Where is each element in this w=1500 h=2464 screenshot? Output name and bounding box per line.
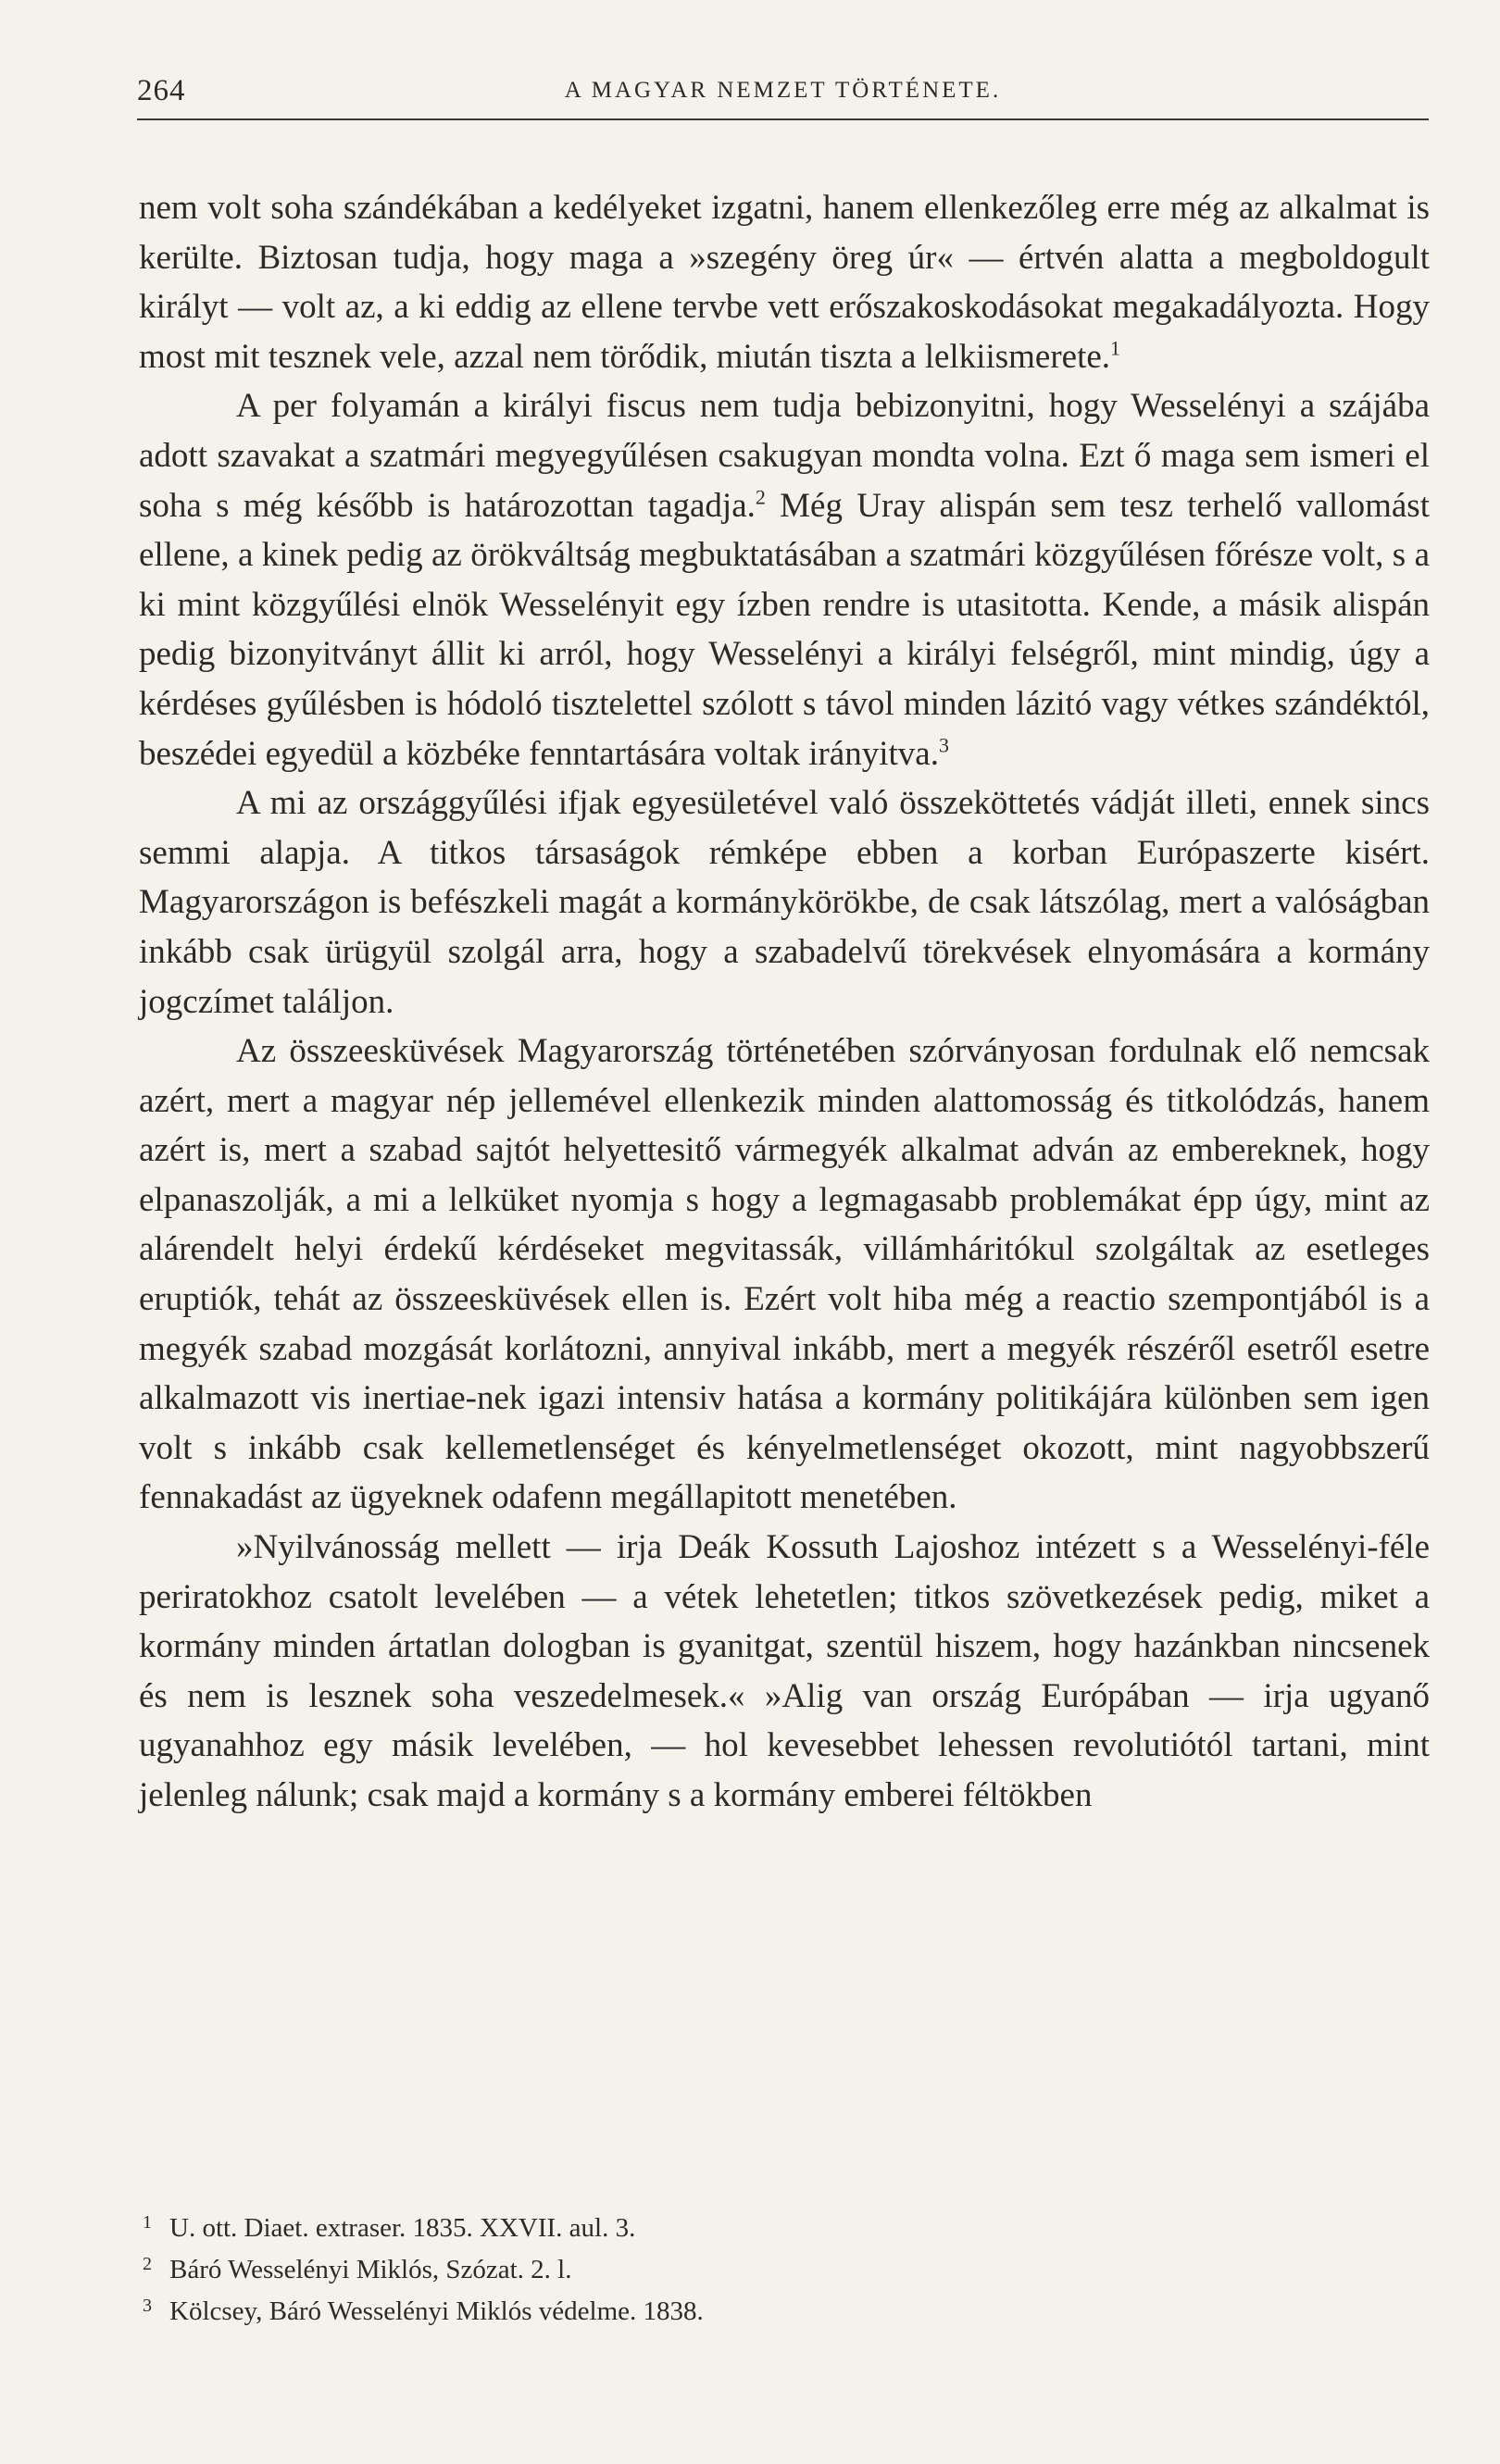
page-number: 264 (137, 74, 186, 107)
paragraph (139, 1027, 1430, 1523)
running-title: A MAGYAR NEMZET TÖRTÉNETE. (564, 78, 1002, 103)
footnote (139, 2291, 1430, 2333)
footnote-number: 3 (143, 2296, 152, 2316)
footnote (139, 2208, 1430, 2249)
paragraph-text: Még Uray alispán sem tesz terhelő vallomást ellene, a kinek pedig az örökváltság megbuktatásában a szatmári közgyűlésen főrésze volt, s a ki mint közgyűlési elnök Wesselényit egy ízben rendre is utasitotta. Kende, a másik alispán pedig bizonyitványt állit ki arról, hogy Wesselényi a királyi felségről, mint mindig, úgy a kérdéses gyűlésben is hódoló tisztelettel szólott s távol minden lázitó vagy vétkes szándéktól, beszédei egyedül a közbéke fenntartására voltak irányitva. (139, 486, 1430, 773)
footnote-reference[interactable]: 1 (1110, 336, 1121, 360)
paragraph (139, 1523, 1430, 1821)
page-header (137, 74, 1429, 118)
paragraph-text: A per folyamán a királyi fiscus nem tudja bebizonyitni, hogy Wesselényi a szájába adott szavakat a szatmári megyegyűlésen csakugyan mondta volna. Ezt ő maga sem ismeri el soha s még később is határozottan tagadja. (139, 387, 1430, 525)
footnote-number: 2 (143, 2254, 152, 2274)
paragraph-text: Az összeesküvések Magyarország történetében szórványosan fordulnak elő nemcsak azért, mert a magyar nép jellemével ellenkezik minden alattomosság és titkolódzás, hanem azért is, mert a szabad sajtót helyettesitő vármegyék alkalmat adván az embereknek, hogy elpanaszolják, a mi a lelküket nyomja s hogy a legmagasabb problemákat épp úgy, mint az alárendelt helyi érdekű kérdéseket megvitassák, villámháritókul szolgáltak az esetleges eruptiók, tehát az összeesküvések ellen is. Ezért volt hiba még a reactio szempontjából is a megyék szabad mozgását korlátozni, annyival inkább, mert a megyék részéről esetről esetre alkalmazott vis inertiae-nek igazi intensiv hatása a kormány politikájára különben sem igen volt s inkább csak kellemetlenséget és kényelmetlenséget okozott, mint nagyobbszerű fennakadást az ügyeknek odafenn megállapitott menetében. (139, 1032, 1430, 1517)
footnote-reference[interactable]: 3 (938, 733, 949, 757)
footnote-number: 1 (143, 2212, 152, 2233)
paragraph (139, 778, 1430, 1027)
footnotes (139, 2208, 1430, 2333)
footnote-text: Báró Wesselényi Miklós, Szózat. 2. l. (169, 2255, 572, 2284)
header-rule (137, 118, 1429, 120)
footnote-text: Kölcsey, Báró Wesselényi Miklós védelme. 1838. (169, 2296, 704, 2326)
paragraph (139, 381, 1430, 778)
paragraph-text: nem volt soha szándékában a kedélyeket izgatni, hanem ellenkezőleg erre még az alkalmat is kerülte. Biztosan tudja, hogy maga a »szegény öreg úr« — értvén alatta a megboldogult királyt — volt az, a ki eddig az ellene tervbe vett erőszakoskodásokat megakadályozta. Hogy most mit tesznek vele, azzal nem törődik, miután tiszta a lelkiismerete. (139, 189, 1430, 376)
footnote (139, 2249, 1430, 2291)
paragraph-text: A mi az országgyűlési ifjak egyesületével való összeköttetés vádját illeti, ennek sincs semmi alapja. A titkos társaságok rémképe ebben a korban Európaszerte kisért. Magyarországon is befészkeli magát a kormánykörökbe, de csak látszólag, mert a valóságban inkább csak ürügyül szolgál arra, hogy a szabadelvű törekvések elnyomására a kormány jogczímet találjon. (139, 784, 1430, 1021)
footnote-text: U. ott. Diaet. extraser. 1835. XXVII. aul. 3. (169, 2213, 636, 2243)
paragraph-text: »Nyilvánosság mellett — irja Deák Kossuth Lajoshoz intézett s a Wesselényi-féle periratokhoz csatolt levelében — a vétek lehetetlen; titkos szövetkezések pedig, miket a kormány minden ártatlan dologban is gyanitgat, szentül hiszem, hogy hazánkban nincsenek és nem is lesznek soha veszedelmesek.« »Alig van ország Európában — irja ugyanő ugyanahhoz egy másik levelében, — hol kevesebbet lehessen revolutiótól tartani, mint jelenleg nálunk; csak majd a kormány s a kormány emberei féltökben (139, 1528, 1430, 1814)
paragraph (139, 183, 1430, 381)
body-text (139, 183, 1430, 1821)
footnote-reference[interactable]: 2 (755, 485, 766, 509)
